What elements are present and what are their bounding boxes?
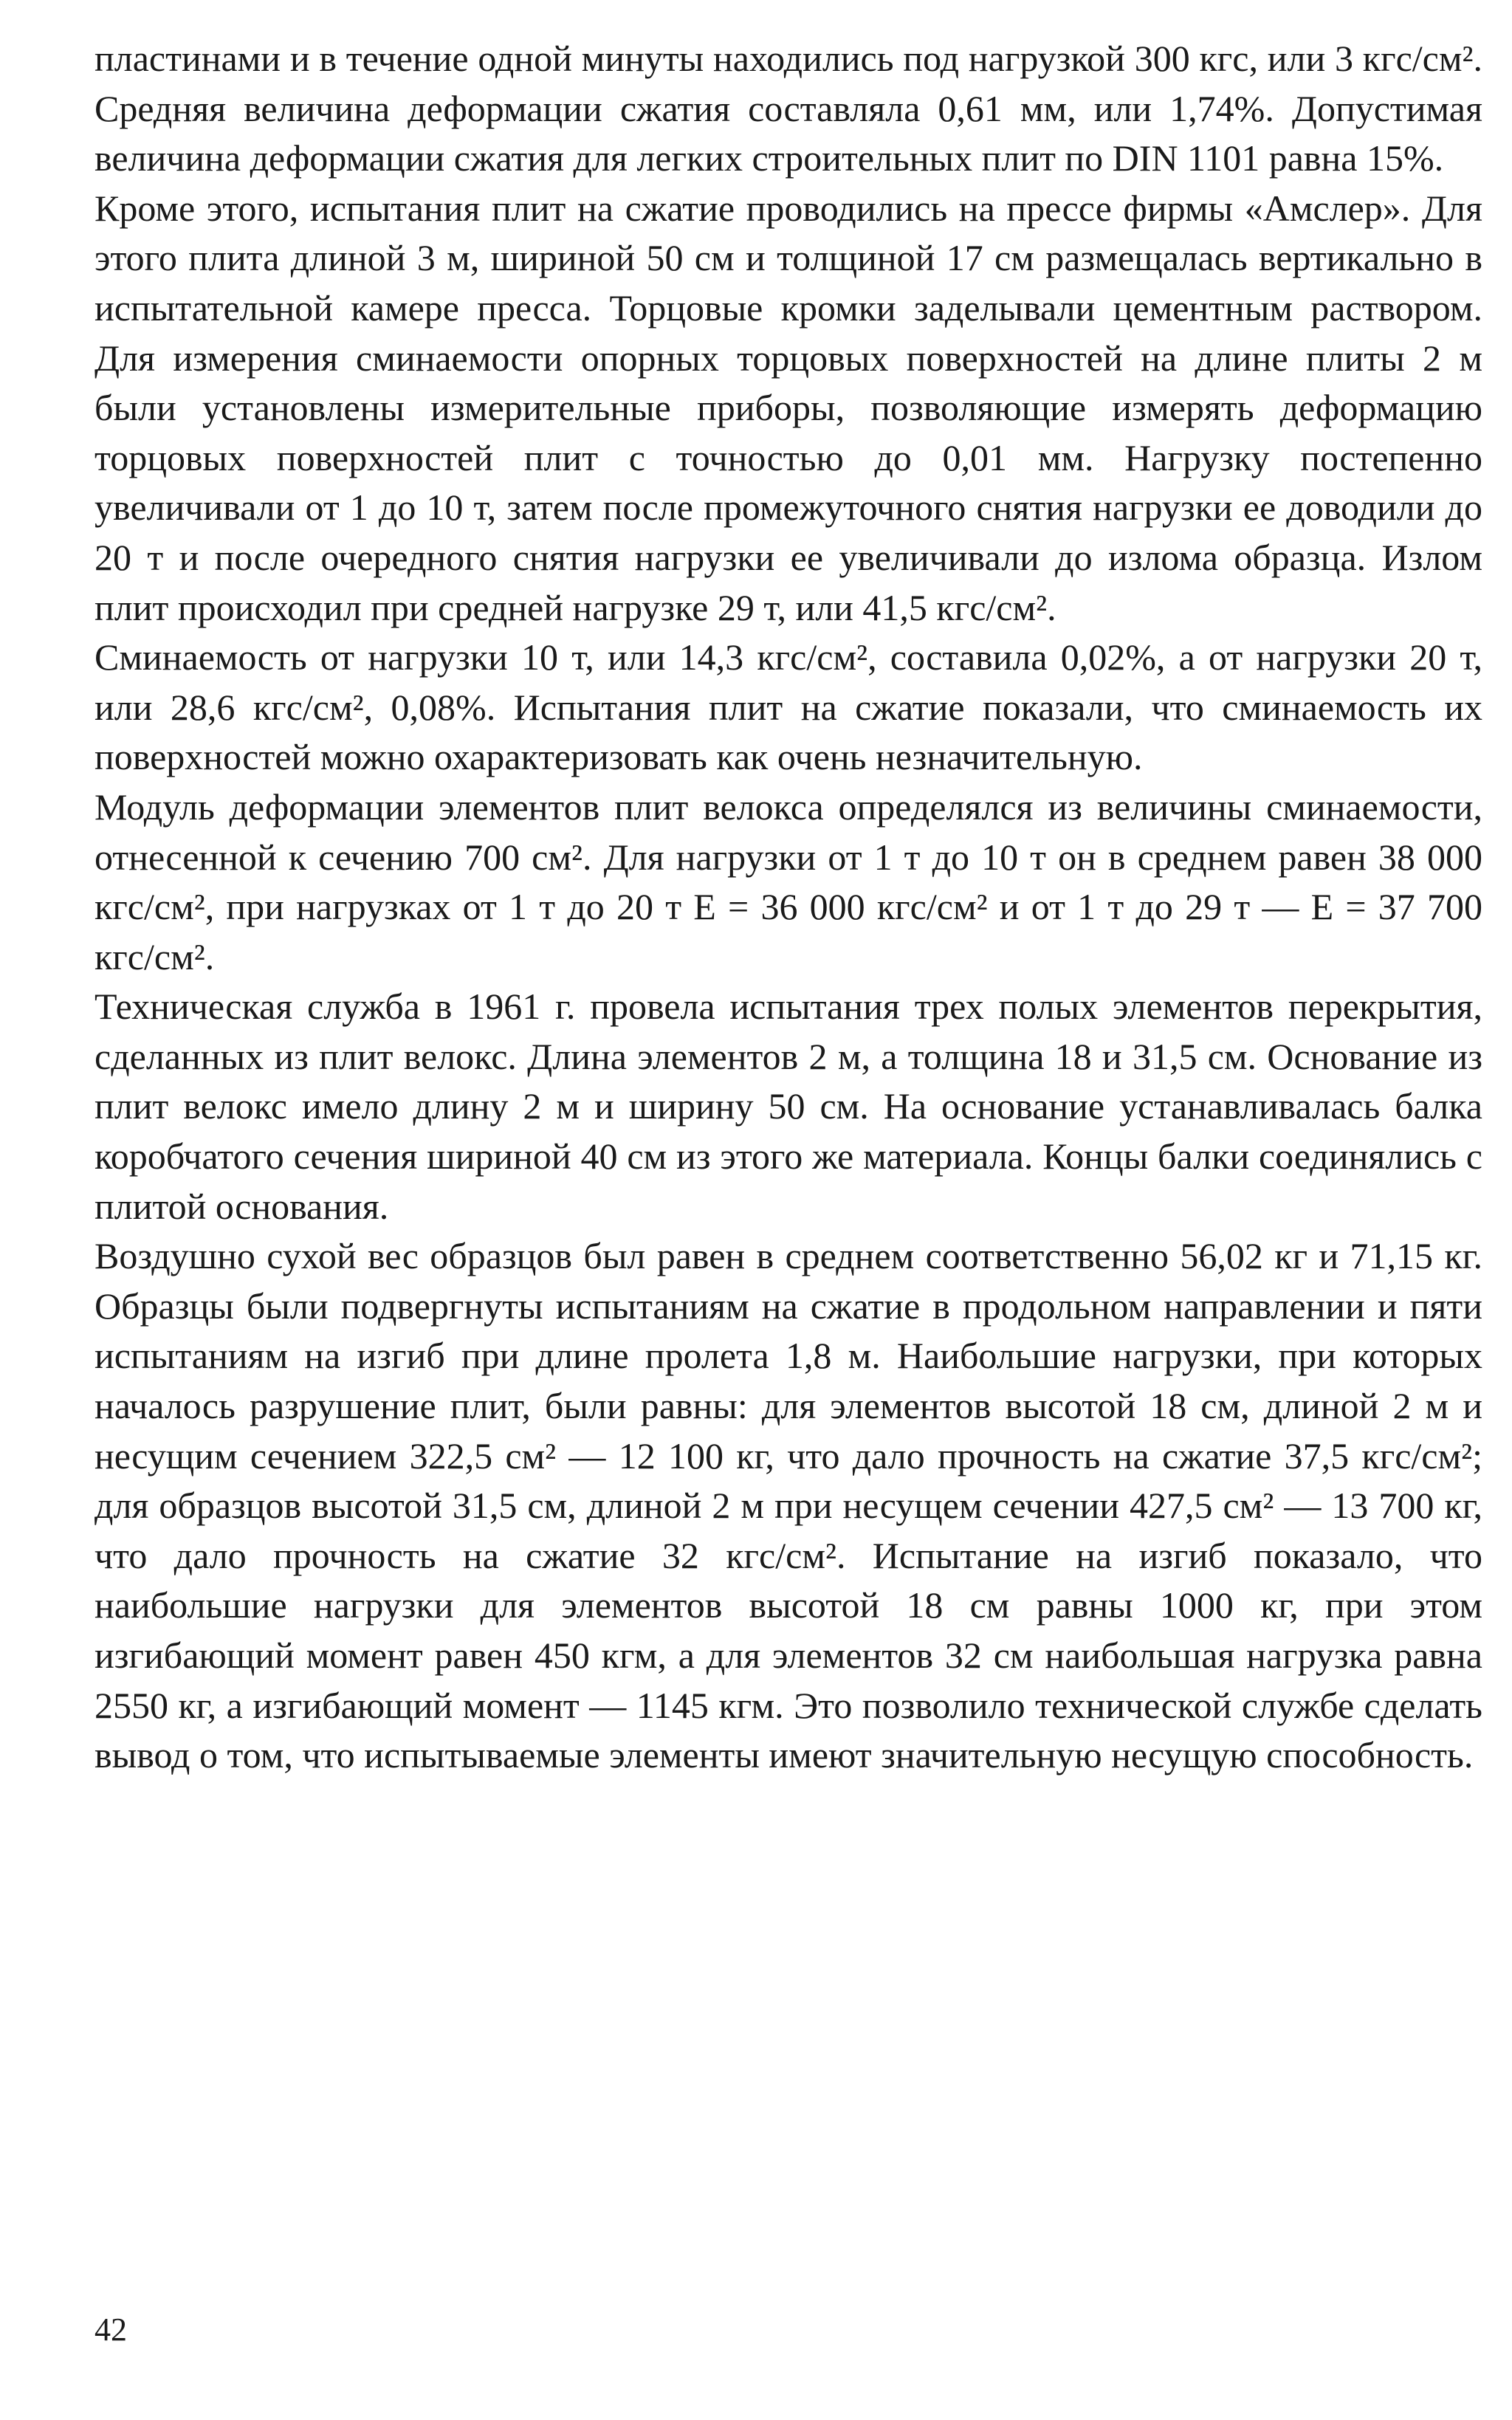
body-text [94,34,1482,1781]
paragraph-technical-service-1961: Техническая служба в 1961 г. провела испытания трех полых элементов перекрытия, сделанных из плит велокс. Длина элементов 2 м, а толщина 18 и 31,5 см. Основание из плит велокс имело длину 2 м и ширину 50 см. На основание устанавливалась балка коробчатого сечения шириной 40 см из этого же материала. Концы балки соединялись с плитой основания. [94,986,1482,1227]
paragraph-amsler-press-test: Кроме этого, испытания плит на сжатие проводились на прессе фирмы «Амслер». Для этого плита длиной 3 м, шириной 50 см и толщиной 17 см размещалась вертикально в испытательной камере пресса. Торцовые кромки заделывали цементным раствором. Для измерения сминаемости опорных торцовых поверхностей на длине плиты 2 м были установлены измерительные приборы, позволяющие измерять деформацию торцовых поверхностей плит с точностью до 0,01 мм. Нагрузку постепенно увеличивали от 1 до 10 т, затем после промежуточного снятия нагрузки ее доводили до 20 т и после очередного снятия нагрузки ее увеличивали до излома образца. Излом плит происходил при средней нагрузке 29 т, или 41,5 кгс/см². [94,187,1482,628]
paragraph-crushing-results: Сминаемость от нагрузки 10 т, или 14,3 кгс/см², составила 0,02%, а от нагрузки 20 т, или 28,6 кгс/см², 0,08%. Испытания плит на сжатие показали, что сминаемость их поверхностей можно охарактеризовать как очень незначительную. [94,636,1482,778]
paragraph-deformation-modulus: Модуль деформации элементов плит велокса определялся из величины сминаемости, отнесенной к сечению 700 см². Для нагрузки от 1 т до 10 т он в среднем равен 38 000 кгс/см², при нагрузках от 1 т до 20 т E = 36 000 кгс/см² и от 1 т до 29 т — E = 37 700 кгс/см². [94,786,1482,977]
paragraph-sample-weights: Воздушно сухой вес образцов был равен в среднем соответственно 56,02 кг и 71,15 кг. Образцы были подвергнуты испытаниям на сжатие в продольном направлении и пяти испытаниям на изгиб при длине пролета 1,8 м. Наибольшие нагрузки, при которых началось разрушение плит, были равны: для элементов высотой 18 см, длиной 2 м и несущим сечением 322,5 см² — 12 100 кг, что дало прочность на сжатие 37,5 кгс/см²; для образцов высотой 31,5 см, длиной 2 м при несущем сечении 427,5 см² — 13 700 кг, что дало прочность на сжатие 32 кгс/см². Испытание на изгиб показало, что наибольшие нагрузки для элементов высотой 18 см равны 1000 кг, при этом изгибающий момент равен 450 кгм, а для элементов 32 см наибольшая нагрузка равна 2550 кг, а изгибающий момент — 1145 кгм. Это позволило технической службе сделать вывод о том, что испытываемые элементы имеют значительную несущую способность. [94,1235,1482,1776]
paragraph-continuation: пластинами и в течение одной минуты находились под нагрузкой 300 кгс, или 3 кгс/см². Средняя величина деформации сжатия составляла 0,61 мм, или 1,74%. Допустимая величина деформации сжатия для легких строительных плит по DIN 1101 равна 15%. [94,38,1482,179]
page-number: 42 [94,2311,127,2348]
